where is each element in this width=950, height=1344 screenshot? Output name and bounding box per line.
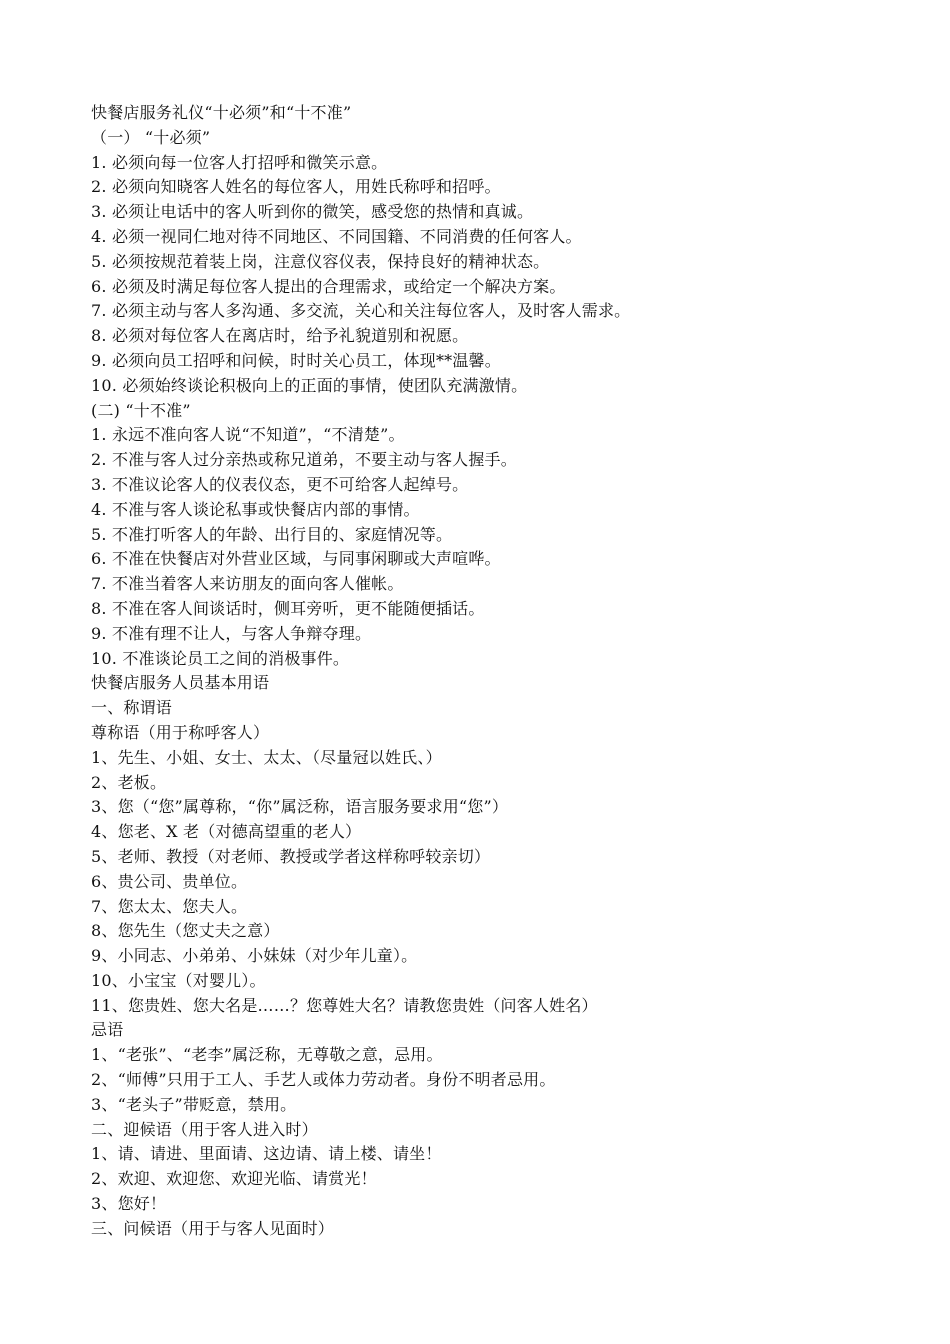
list-item: 3. 不准议论客人的仪表仪态，更不可给客人起绰号。: [91, 474, 469, 494]
section-heading-forbidden: (二) “十不准”: [91, 400, 191, 420]
list-item: 7. 必须主动与客人多沟通、多交流，关心和关注每位客人，及时客人需求。: [91, 301, 631, 321]
list-item: 7、您太太、您夫人。: [91, 896, 248, 916]
list-item: 4、您老、X 老（对德高望重的老人）: [91, 822, 362, 842]
list-item: 3、您好！: [91, 1194, 167, 1214]
list-item: 6. 必须及时满足每位客人提出的合理需求，或给定一个解决方案。: [91, 276, 566, 296]
subsection-heading: 三、问候语（用于与客人见面时）: [91, 1218, 335, 1238]
subsection-heading: 二、迎候语（用于客人进入时）: [91, 1119, 318, 1139]
list-item: 1. 永远不准向客人说“不知道”，“不清楚”。: [91, 425, 405, 445]
list-item: 2. 必须向知晓客人姓名的每位客人，用姓氏称呼和招呼。: [91, 177, 501, 197]
list-item: 6. 不准在快餐店对外营业区域，与同事闲聊或大声喧哗。: [91, 549, 501, 569]
list-item: 4. 不准与客人谈论私事或快餐店内部的事情。: [91, 499, 420, 519]
list-item: 11、您贵姓、您大名是……？您尊姓大名？请教您贵姓（问客人姓名）: [91, 995, 598, 1015]
list-item: 1、请、请进、里面请、这边请、请上楼、请坐！: [91, 1144, 442, 1164]
list-item: 7. 不准当着客人来访朋友的面向客人催帐。: [91, 574, 404, 594]
list-item: 9. 不准有理不让人，与客人争辩夺理。: [91, 623, 372, 643]
list-item: 1、先生、小姐、女士、太太、（尽量冠以姓氏、）: [91, 747, 442, 767]
list-item: 8. 必须对每位客人在离店时，给予礼貌道别和祝愿。: [91, 326, 469, 346]
list-item: 2、老板。: [91, 772, 167, 792]
subsection-heading: 忌语: [91, 1020, 124, 1040]
list-item: 1、“老张”、“老李”属泛称，无尊敬之意，忌用。: [91, 1045, 443, 1065]
document-body: [91, 101, 911, 1242]
list-item: 10. 必须始终谈论积极向上的正面的事情，使团队充满激情。: [91, 375, 528, 395]
section-title-basic-phrases: 快餐店服务人员基本用语: [91, 673, 270, 693]
subsection-heading: 尊称语（用于称呼客人）: [91, 722, 270, 742]
list-item: 3. 必须让电话中的客人听到你的微笑，感受您的热情和真诚。: [91, 202, 534, 222]
list-item: 9、小同志、小弟弟、小妹妹（对少年儿童）。: [91, 946, 418, 966]
list-item: 2、“师傅”只用于工人、手艺人或体力劳动者。身份不明者忌用。: [91, 1070, 556, 1090]
section-heading-must: （一） “十必须”: [91, 127, 211, 147]
list-item: 6、贵公司、贵单位。: [91, 871, 248, 891]
list-item: 1. 必须向每一位客人打招呼和微笑示意。: [91, 152, 388, 172]
list-item: 9. 必须向员工招呼和问候，时时关心员工，体现**温馨。: [91, 350, 501, 370]
list-item: 8、您先生（您丈夫之意）: [91, 921, 280, 941]
list-item: 2、欢迎、欢迎您、欢迎光临、请赏光！: [91, 1169, 377, 1189]
list-item: 10、小宝宝（对婴儿）。: [91, 970, 266, 990]
list-item: 8. 不准在客人间谈话时，侧耳旁听，更不能随便插话。: [91, 598, 485, 618]
subsection-heading: 一、称谓语: [91, 698, 173, 718]
list-item: 4. 必须一视同仁地对待不同地区、不同国籍、不同消费的任何客人。: [91, 226, 582, 246]
document-title: 快餐店服务礼仪“十必须”和“十不准”: [91, 103, 352, 122]
list-item: 10. 不准谈论员工之间的消极事件。: [91, 648, 350, 668]
list-item: 3、您（“您”属尊称，“你”属泛称，语言服务要求用“您”）: [91, 797, 509, 817]
list-item: 5. 必须按规范着装上岗，注意仪容仪表，保持良好的精神状态。: [91, 251, 550, 271]
list-item: 5、老师、教授（对老师、教授或学者这样称呼较亲切）: [91, 846, 491, 866]
list-item: 5. 不准打听客人的年龄、出行目的、家庭情况等。: [91, 524, 453, 544]
list-item: 3、“老头子”带贬意，禁用。: [91, 1094, 297, 1114]
list-item: 2. 不准与客人过分亲热或称兄道弟，不要主动与客人握手。: [91, 450, 517, 470]
